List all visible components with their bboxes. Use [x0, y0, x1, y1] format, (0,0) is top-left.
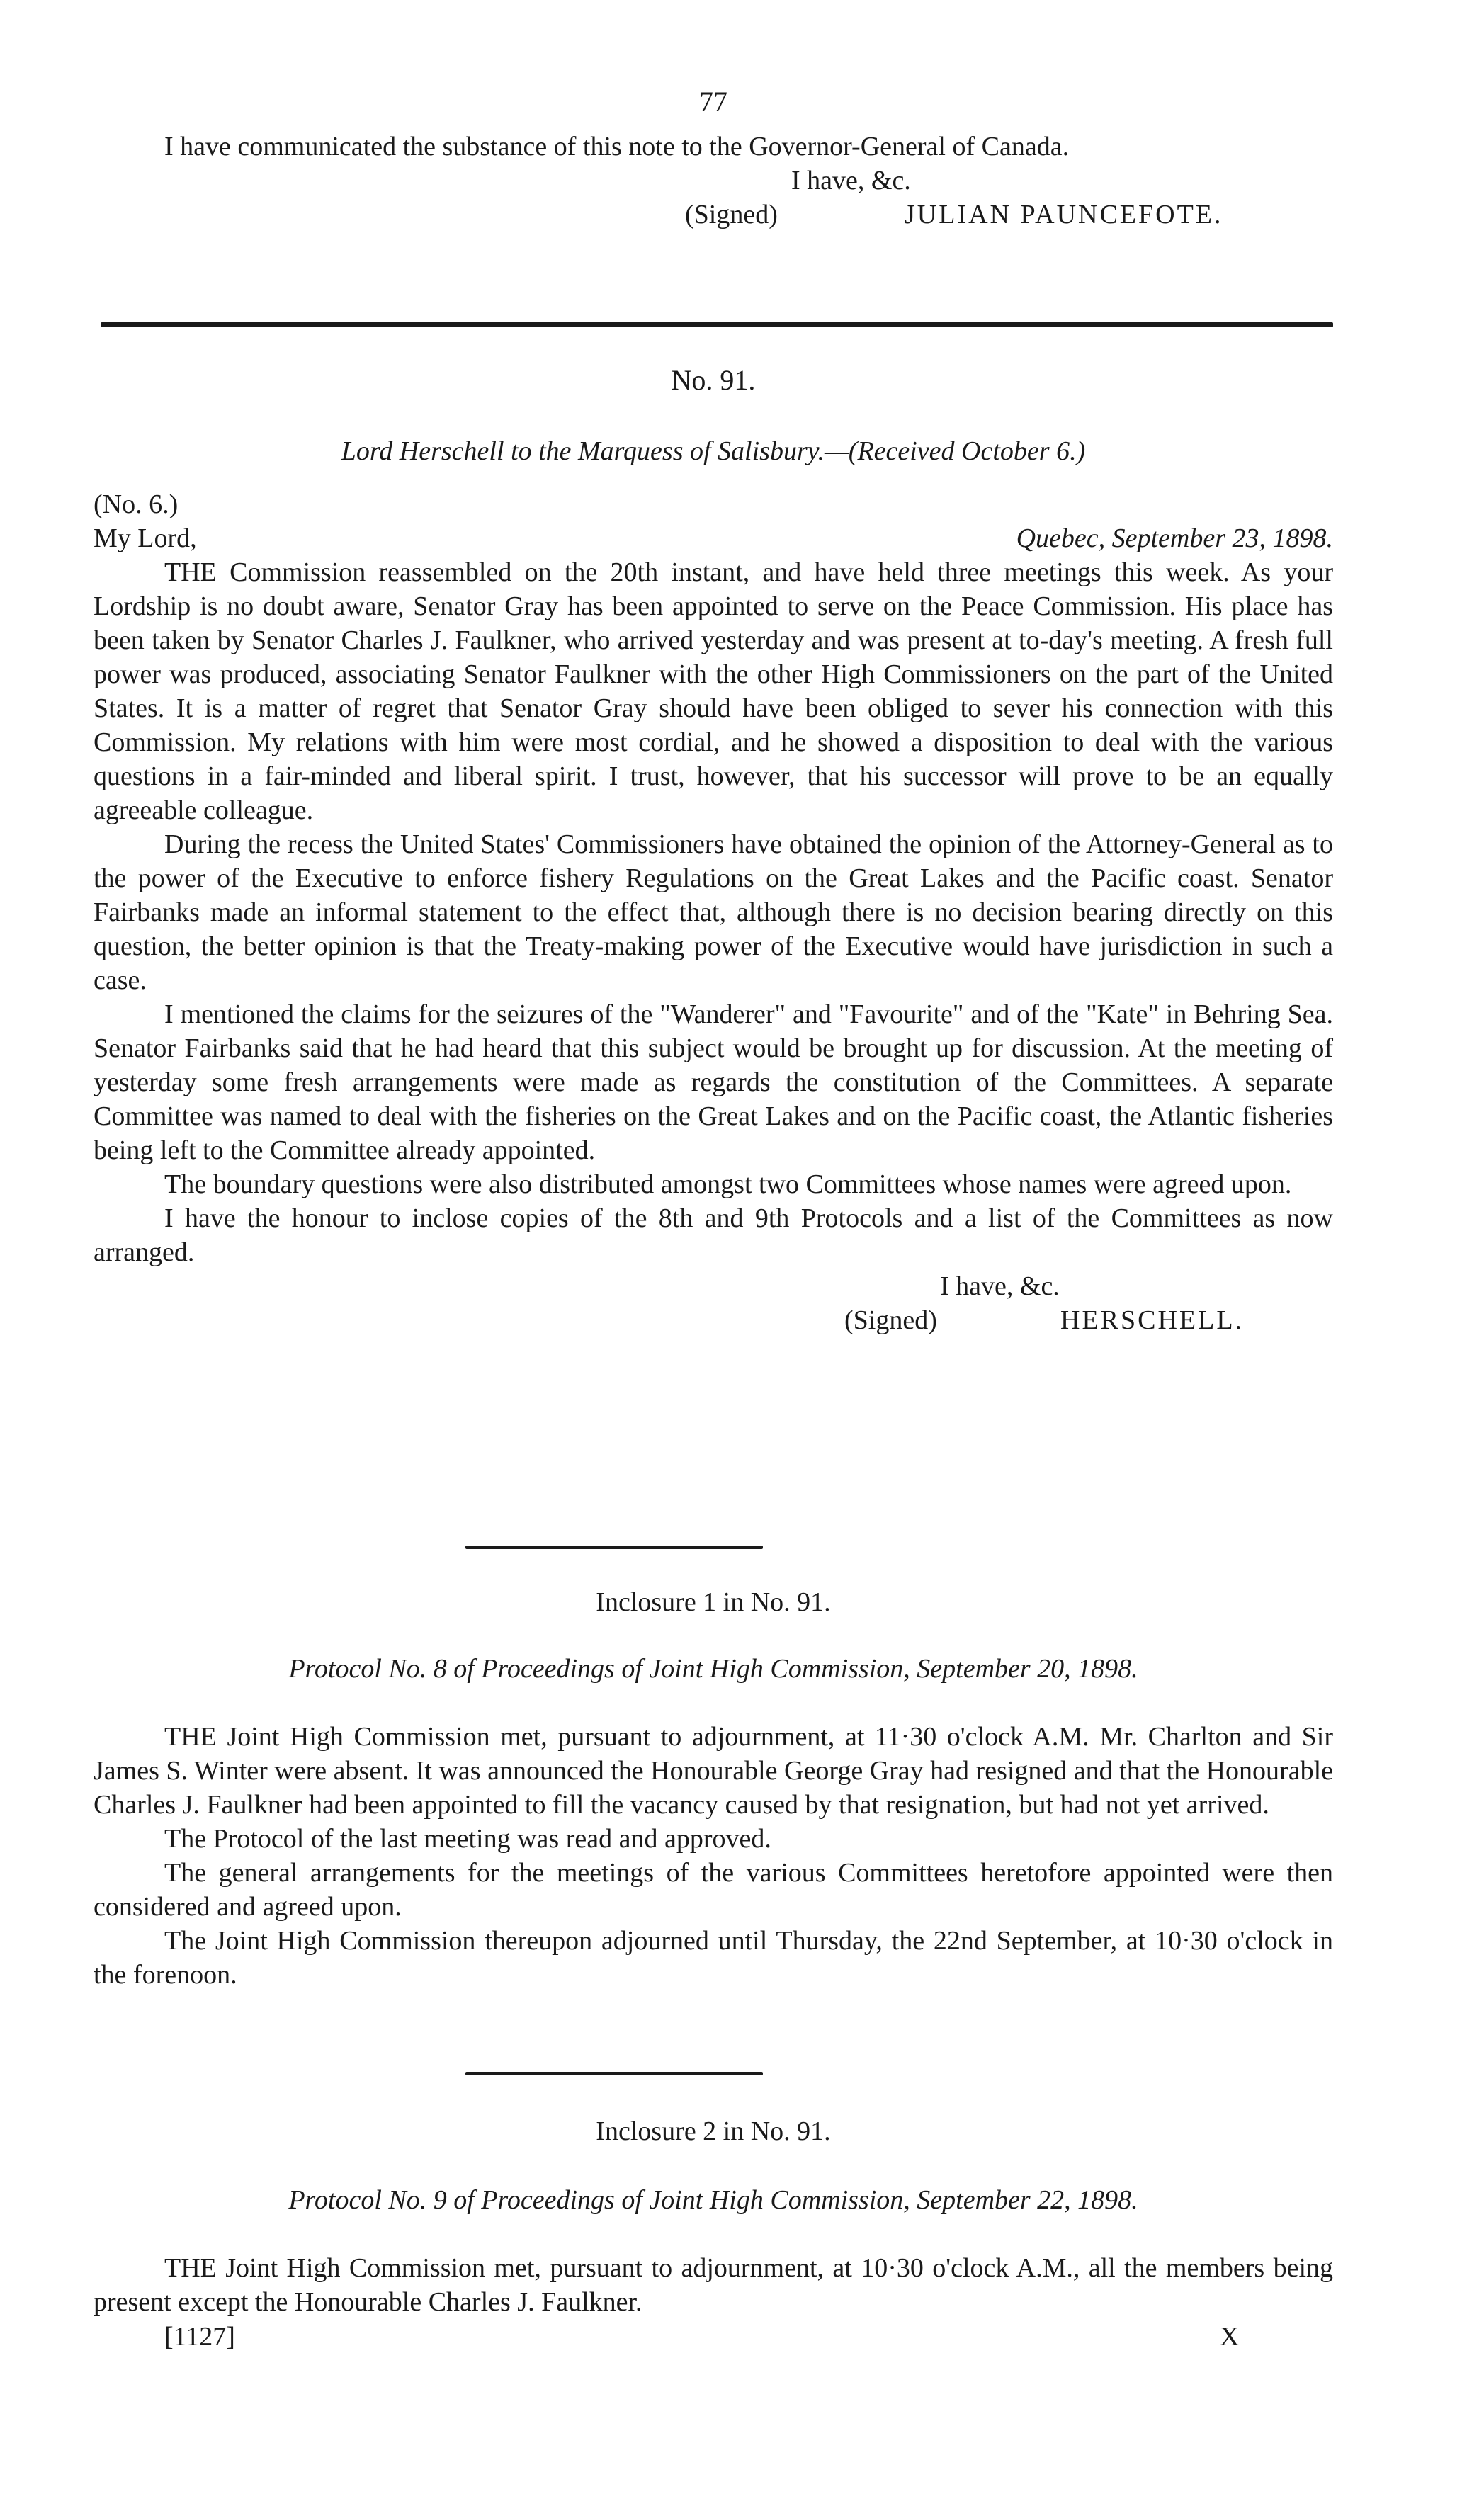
print-reference: [1127] — [164, 2322, 235, 2352]
prior-letter-signer: JULIAN PAUNCEFOTE. — [905, 200, 1223, 229]
inclosure-2-body — [94, 2251, 1333, 2319]
letter-91-closing: I have, &c. — [940, 1271, 1060, 1301]
document-number: No. 91. — [671, 364, 756, 396]
inclosure-2-paragraph-1: THE Joint High Commission met, pursuant to adjournment, at 10·30 o'clock A.M., all the members being present except the Honourable Charles J. Faulkner. — [94, 2253, 1333, 2317]
inclosure-1-paragraph-1: THE Joint High Commission met, pursuant to adjournment, at 11·30 o'clock A.M. Mr. Charlton and Sir James S. Winter were absent. It was announced the Honourable George Gray had resigned and that the Honourable Charles J. Faulkner had been appointed to fill the vacancy caused by that resignation, but had not yet arrived. — [94, 1722, 1333, 1820]
ref-number: (No. 6.) — [94, 489, 179, 519]
inclosure-1-paragraph-2: The Protocol of the last meeting was read and approved. — [164, 1824, 771, 1854]
inclosure-2-heading: Protocol No. 9 of Proceedings of Joint High Commission, September 22, 1898. — [288, 2185, 1138, 2215]
inclosure-1-heading: Protocol No. 8 of Proceedings of Joint High Commission, September 20, 1898. — [288, 1654, 1138, 1684]
document-heading-received: —(Received October 6.) — [825, 436, 1086, 466]
document-heading-main: Lord Herschell to the Marquess of Salisbury. — [341, 436, 825, 466]
inclosure-2-title: Inclosure 2 in No. 91. — [596, 2116, 831, 2146]
letter-paragraph-1: THE Commission reassembled on the 20th instant, and have held three meetings this week. As your Lordship is no doubt aware, Senator Gray has been appointed to serve on the Peace Commission. His place has been taken by Senator Charles J. Faulkner, who arrived yesterday and was present at to-day's meeting. A fresh full power was produced, associating Senator Faulkner with the other High Commissioners on the part of the United States. It is a matter of regret that Senator Gray should have been obliged to sever his connection with this Commission. My relations with him were most cordial, and he showed a disposition to deal with the various questions in a fair-minded and liberal spirit. I trust, however, that his successor will prove to be an equally agreeable colleague. — [94, 557, 1333, 825]
prior-letter-text: I have communicated the substance of this note to the Governor-General of Canada. — [164, 132, 1070, 161]
document-page — [94, 0, 1333, 2506]
place-date: Quebec, September 23, 1898. — [1016, 523, 1333, 553]
inclosure-1-body — [94, 1720, 1333, 1992]
inclosure-1-title: Inclosure 1 in No. 91. — [596, 1587, 831, 1617]
inclosure-divider-2 — [465, 2072, 763, 2075]
prior-letter — [94, 130, 1333, 232]
salutation-line — [94, 521, 1333, 555]
prior-letter-signed-label: (Signed) — [685, 200, 778, 229]
letter-91-signed-label: (Signed) — [844, 1305, 937, 1335]
letter-91 — [94, 487, 1333, 1337]
signature-mark: X — [1220, 2322, 1240, 2352]
page-footer — [94, 2320, 1333, 2355]
letter-91-signature — [94, 1269, 1333, 1337]
letter-paragraph-5: I have the honour to inclose copies of the 8th and 9th Protocols and a list of the Committees as now arranged. — [94, 1203, 1333, 1267]
inclosure-1-paragraph-3: The general arrangements for the meetings of the various Committees heretofore appointed were then considered and agreed upon. — [94, 1858, 1333, 1922]
document-heading — [94, 434, 1333, 468]
salutation: My Lord, — [94, 523, 197, 553]
prior-letter-closing: I have, &c. — [791, 166, 911, 195]
section-divider — [101, 322, 1333, 327]
letter-paragraph-2: During the recess the United States' Commissioners have obtained the opinion of the Attorney-General as to the power of the Executive to enforce fishery Regulations on the Great Lakes and the Pacific coast. Senator Fairbanks made an informal statement to the effect that, although there is no decision bearing directly on this question, the better opinion is that the Treaty-making power of the Executive would have jurisdiction in such a case. — [94, 829, 1333, 995]
letter-paragraph-3: I mentioned the claims for the seizures of the "Wanderer" and "Favourite" and of the "Kate" in Behring Sea. Senator Fairbanks said that he had heard that this subject would be brought up for discussion. At the meeting of yesterday some fresh arrangements were made as regards the constitution of the Committees. A separate Committee was named to deal with the fisheries on the Great Lakes and on the Pacific coast, the Atlantic fisheries being left to the Committee already appointed. — [94, 999, 1333, 1165]
letter-91-signer: HERSCHELL. — [1060, 1305, 1245, 1335]
inclosure-1-paragraph-4: The Joint High Commission thereupon adjourned until Thursday, the 22nd September, at 10·30 o'clock in the forenoon. — [94, 1926, 1333, 1990]
page-number: 77 — [699, 86, 727, 118]
prior-letter-signature — [94, 164, 1333, 232]
inclosure-divider-1 — [465, 1546, 763, 1549]
letter-paragraph-4: The boundary questions were also distributed amongst two Committees whose names were agreed upon. — [164, 1169, 1292, 1199]
